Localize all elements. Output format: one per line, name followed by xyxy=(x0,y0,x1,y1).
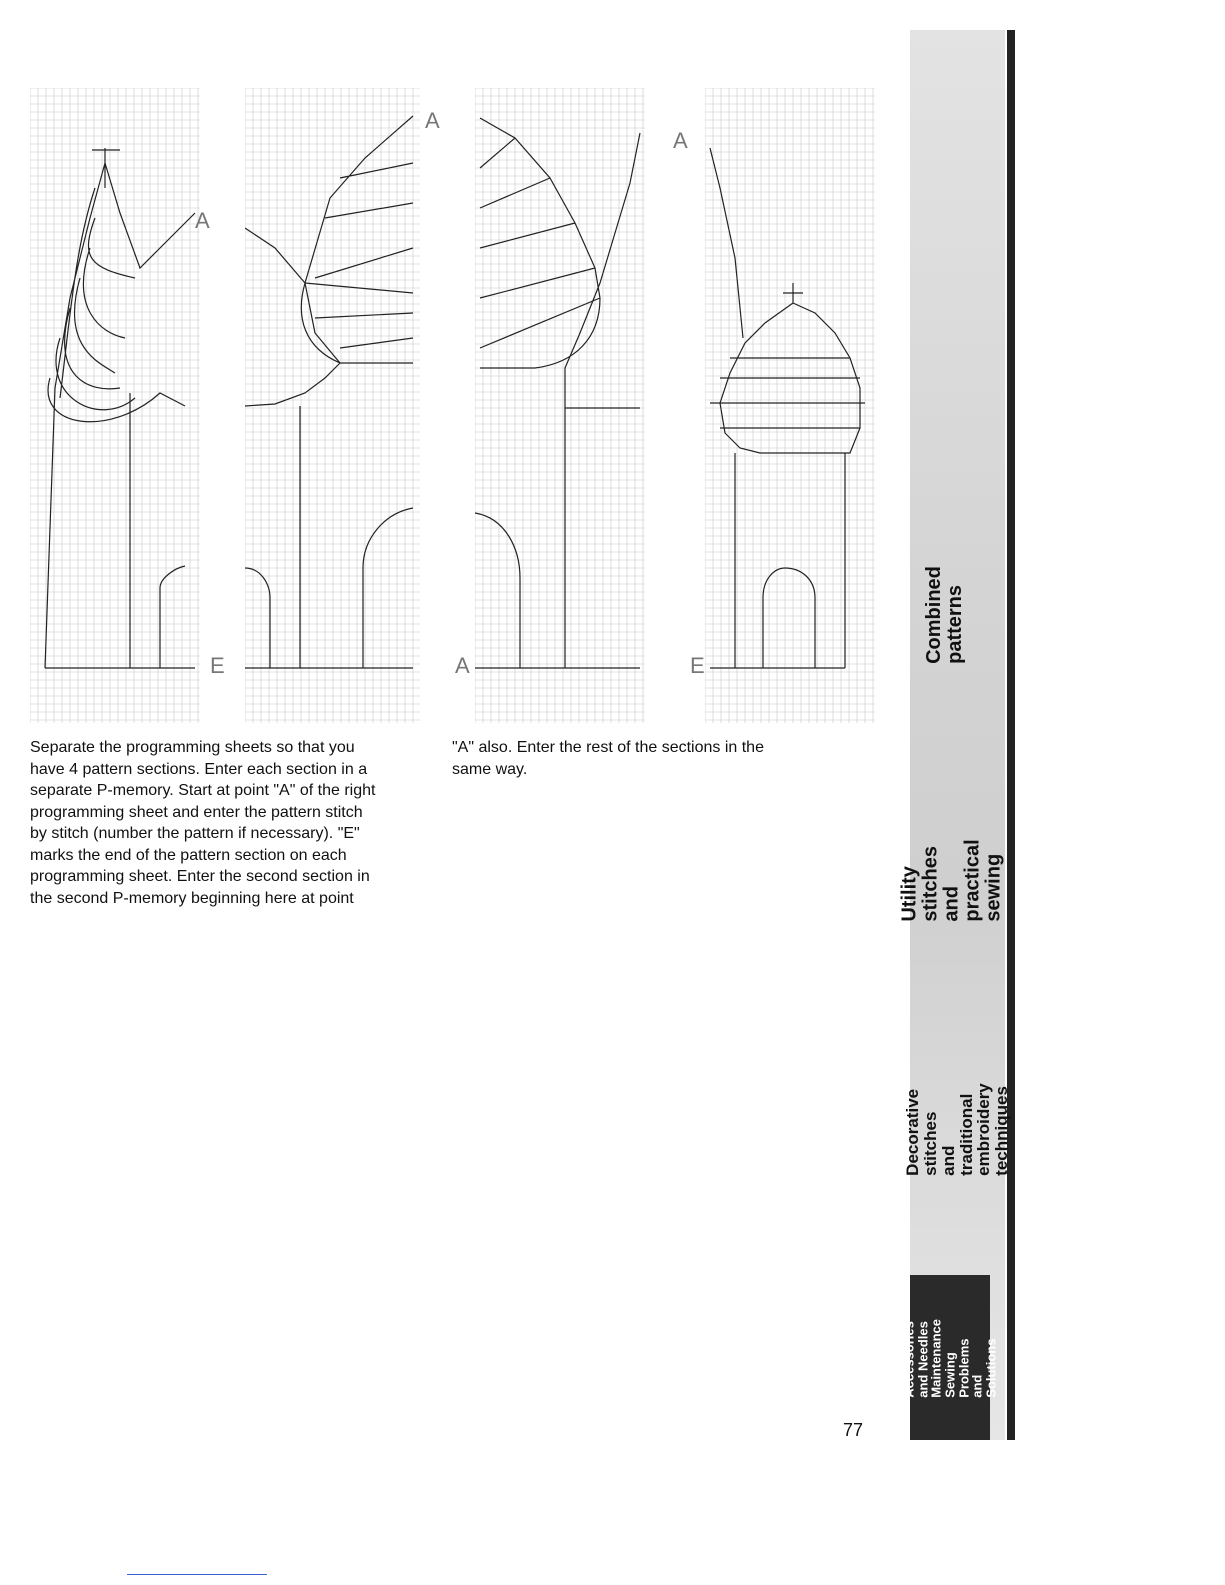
instruction-text-left: Separate the programming sheets so that you have 4 pattern sections. Enter each section in a separate P-memory. Start at point "A" of the right programming sheet and enter the pattern stitch by stitch (number the pattern if necessary). "E" marks the end of the pattern section on each programming sheet. Enter the second section in the second P-memory beginning here at point xyxy=(30,739,376,907)
sheet-3-grid xyxy=(475,88,645,723)
programming-sheet-1 xyxy=(30,88,225,728)
page-number: 77 xyxy=(843,1420,864,1440)
sheet-4-grid xyxy=(705,88,875,723)
grid-lines xyxy=(30,88,200,723)
start-marker-a: A xyxy=(455,653,470,678)
programming-sheet-4 xyxy=(673,88,875,728)
instruction-text-right: "A" also. Enter the rest of the sections in the same way. xyxy=(452,739,764,778)
programming-sheet-2 xyxy=(245,88,440,728)
tab-combined-patterns[interactable] xyxy=(915,470,975,760)
tab-label: Decorative stitches and traditional embroidery techniques xyxy=(902,1083,1012,1177)
start-marker-a: A xyxy=(195,208,210,233)
pattern-outline xyxy=(475,118,640,668)
grid-lines xyxy=(475,88,645,723)
chapter-tabs xyxy=(899,30,1015,1440)
tab-accessories[interactable] xyxy=(901,1275,999,1440)
start-marker-a: A xyxy=(425,108,440,133)
sheet-1-grid xyxy=(30,88,200,723)
programming-sheet-3 xyxy=(455,88,645,728)
tab-label: Accessories and Needles Maintenance Sewing Problems and Solutions xyxy=(901,1318,999,1398)
tab-utility-stitches[interactable] xyxy=(899,750,1006,1010)
tab-decorative-stitches[interactable] xyxy=(902,1000,1012,1260)
end-marker-e: E xyxy=(690,653,705,678)
start-marker-a: A xyxy=(673,128,688,153)
tab-label: Combined patterns xyxy=(923,566,966,664)
footer-link-underline xyxy=(127,1574,267,1575)
tab-label: Utility stitches and practical sewing xyxy=(899,838,1006,922)
grid-lines xyxy=(245,88,420,723)
end-marker-e: E xyxy=(210,653,225,678)
sheet-2-grid xyxy=(245,88,420,723)
grid-lines xyxy=(705,88,875,723)
